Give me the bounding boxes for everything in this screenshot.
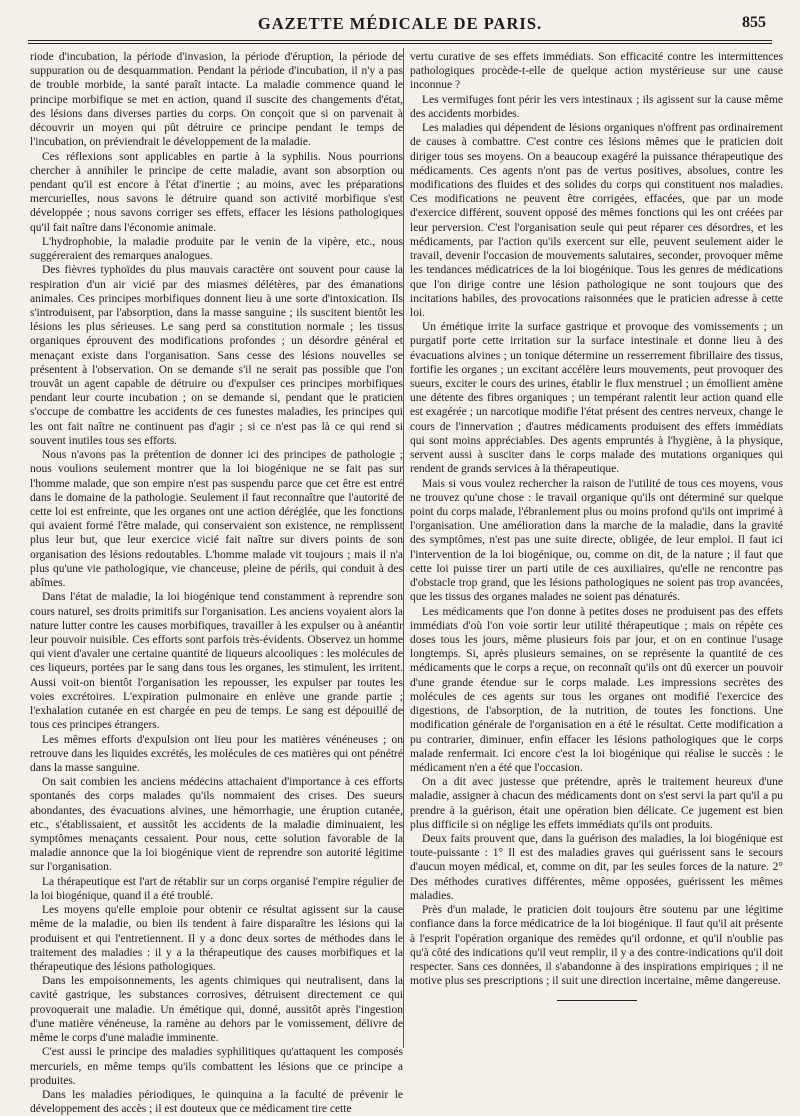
paragraph: On a dit avec justesse que prétendre, après le traitement heureux d'une maladie, assigner à chacun des médicaments dont on s'est servi la part qu'il a pu prendre à la guérison, était une opération bien délicate. Ce jugement est bien plus difficile si on néglige les effets immédiats qu'ils ont produits. bbox=[410, 776, 783, 831]
paragraph: C'est aussi le principe des maladies syphilitiques qu'attaquent les composés mercuriels, en même temps qu'ils combattent les lésions que ce principe a produites. bbox=[30, 1046, 403, 1087]
paragraph: Un émétique irrite la surface gastrique et provoque des vomissements ; un purgatif porte cette irritation sur la surface intestinale et donne lieu à des évacuations alvines ; un tonique détermine un resserrement fibrillaire des tissus, fortifie les organes ; un excitant accélère leurs mouvements, peut provoquer des sueurs, exciter le cours des urines, établir le flux menstruel ; un émollient amène une détente des fibres organiques ; un tempérant ralentit leur action quand elle est exagérée ; un narcotique modifie l'état présent des centres nerveux, change le cours de l'innervation ; d'autres médicaments produisent des effets immédiats qui sont moins appréciables. Des agents empruntés à l'hygiène, à la physique, servent aussi à susciter dans le corps malade des mutations organiques qui rendent de grands services à la thérapeutique. bbox=[410, 321, 783, 476]
page-number: 855 bbox=[742, 14, 766, 31]
left-column bbox=[30, 50, 403, 1116]
header-rule bbox=[28, 40, 772, 44]
paragraph: riode d'incubation, la période d'invasion, la période d'éruption, la période de suppuration ou de desquammation. Pendant la période d'incubation, il n'y a pas de trouble morbide, la santé paraît intacte. La maladie commence quand le principe morbifique se met en action, quand il suscite des changements d'état, des lésions dans diverses parties du corps. On conçoit que si on parvenait à découvrir un moyen qui pût détruire ce principe pendant le temps de l'incubation, on préviendrait le développement de la maladie. bbox=[30, 51, 403, 149]
paragraph: Des fièvres typhoïdes du plus mauvais caractère ont souvent pour cause la respiration d'un air vicié par des miasmes délétères, par des émanations animales. Ces principes morbifiques donnent lieu à une sorte d'intoxication. Ils s'introduisent, par l'absorption, dans la masse sanguine ; ils suscitent bientôt les lésions les plus sérieuses. Le sang perd sa constitution normale ; les tissus organiques éprouvent des modifications profondes ; un désordre général et menaçant existe dans l'organisation. Sans cesse des lésions nouvelles se présentent à l'observation. On se demande s'il ne serait pas possible que l'on trouvât un agent capable de détruire ou d'expulser ces principes morbifiques pendant leur courte incubation ; on se demande si, pendant que le praticien s'occupe de combattre les accidents de ces funestes maladies, les principes qui les ont fait naître ne continuent pas d'agir ; si ce n'est pas là ce qui rend si souvent inutiles tous ses efforts. bbox=[30, 264, 403, 447]
page-header bbox=[30, 14, 770, 38]
paragraph: L'hydrophobie, la maladie produite par le venin de la vipère, etc., nous suggéreraient des remarques analogues. bbox=[30, 235, 403, 263]
journal-title: GAZETTE MÉDICALE DE PARIS. bbox=[257, 14, 543, 33]
paragraph: Nous n'avons pas la prétention de donner ici des principes de pathologie ; nous voulions seulement montrer que la loi biogénique ne se fait pas sur l'homme malade, que son empire n'est pas suspendu parce que cet être est entré dans le domaine de la pathologie. Seulement il faut reconnaître que l'autorité de cette loi est enfreinte, que les organes ont une action déréglée, que les fonctions qui avaient formé l'être malade, qui conservaient son existence, ne remplissent plus leur but, que leur exercice vicié fait naître sur divers points de son organisation des lésions redoutables. L'homme malade vit toujours ; mais il n'a plus qu'une vie pathologique, vie chanceuse, pleine de périls, qui conduit à des abîmes. bbox=[30, 449, 403, 590]
paragraph: Les médicaments que l'on donne à petites doses ne produisent pas des effets immédiats d'où l'on voie sortir leur utilité thérapeutique ; mais on répète ces doses tous les jours, même plusieurs fois par jour, et on en continue l'usage longtemps. Si, après plusieurs semaines, on se représente la quantité de ces médicaments que le corps a reçue, on reconnaît qu'ils ont dû exercer un pouvoir d'une grande étendue sur le corps malade. Les impressions secrètes des molécules de ces agents sur tous les organes ont modifié l'exercice des digestions, de l'absorption, de la nutrition, de toutes les fonctions. Une modification générale de l'organisation en a été le résultat. Cette modification a pu contrarier, diminuer, enfin effacer les lésions pathologiques que le corps malade renfermait. Ici encore c'est la loi biogénique qui réalise le succès : le médicament n'en a été que l'occasion. bbox=[410, 605, 783, 774]
paragraph: Les moyens qu'elle emploie pour obtenir ce résultat agissent sur la cause même de la maladie, ou bien ils tendent à faire disparaître les lésions qui la produisent et qui l'entretiennent. Il y a donc deux sortes de méthodes dans le traitement des maladies : il y a la thérapeutique des causes morbifiques et la thérapeutique des lésions pathologiques. bbox=[30, 904, 403, 973]
paragraph: Dans les empoisonnements, les agents chimiques qui neutralisent, dans la cavité gastrique, les substances corrosives, détruisent directement ce qui provoquerait une maladie. Un émétique qui, donné, aussitôt après l'ingestion d'une matière vénéneuse, la ramène au dehors par le vomissement, délivre de même le corps d'une maladie imminente. bbox=[30, 975, 403, 1045]
paragraph: Les vermifuges font périr les vers intestinaux ; ils agissent sur la cause même des accidents morbides. bbox=[410, 93, 783, 120]
paragraph: Deux faits prouvent que, dans la guérison des maladies, la loi biogénique est toute-puissante : 1° Il est des maladies graves qui guérissent sans le secours d'aucun moyen médical, et, comme on dit, par les seules forces de la nature. 2° Des méthodes curatives différentes, même opposées, guérissent les mêmes maladies. bbox=[410, 833, 783, 902]
paragraph: Les mêmes efforts d'expulsion ont lieu pour les matières vénéneuses ; on retrouve dans les liquides excrétés, les molécules de ces matières qui ont pénétré dans la masse sanguine. bbox=[30, 733, 403, 774]
paragraph: Dans l'état de maladie, la loi biogénique tend constamment à reprendre son cours naturel, ses droits primitifs sur l'organisation. Les anciens voyaient alors la nature lutter contre les causes morbifiques, travailler à les expulser ou à anéantir leur pouvoir nuisible. Ces efforts sont parfois très-évidents. Observez un homme qui vient d'avaler une certaine quantité de liqueurs alcooliques : les molécules de ces liqueurs, portées par le sang dans tous les organes, les stimulent, les irritent. Aussi voit-on bientôt l'organisation les repousser, les expulser par toutes les voies excrétoires. L'expiration pulmonaire en enlève une grande partie ; l'exhalation cutanée en est chargée en peu de temps. Le sang est dépouillé de tous ces principes étrangers. bbox=[30, 591, 403, 732]
right-column bbox=[410, 50, 783, 1050]
paragraph: Ces réflexions sont applicables en partie à la syphilis. Nous pourrions chercher à annihiler le principe de cette maladie, avant son absorption ou pendant qu'il est encore à l'état d'inertie ; au moins, avec les préparations mercurielles, nous savons le détruire quand son activité morbifique s'est développée ; nous savons corriger ses effets, effacer les lésions pathologiques qu'il fait naître dans l'économie animale. bbox=[30, 150, 403, 234]
paragraph: Mais si vous voulez rechercher la raison de l'utilité de tous ces moyens, vous ne trouvez qu'une chose : le travail organique qu'ils ont déterminé sur quelque point du corps malade, l'ébranlement plus ou moins profond qu'ils ont imprimé à l'organisation. Une amélioration dans la marche de la maladie, dans la gravité des symptômes, n'est pas une suite directe, obligée, de leur emploi. Il faut ici l'intervention de la loi biogénique, ou, comme on dit, de la nature ; il faut que cette loi puisse tirer un parti utile de ces auxiliaires, qu'elle ne rencontre pas d'obstacle trop grand, que les lésions pathologiques ne soient pas trop avancées, que les tissus des organes malades ne soient pas dénaturés. bbox=[410, 477, 783, 604]
paragraph: Près d'un malade, le praticien doit toujours être soutenu par une légitime confiance dans la force médicatrice de la loi biogénique. Il faut qu'il ait présente à l'esprit l'opération organique des remèdes qu'il ordonne, et qu'il n'oublie pas qu'à côté des indications qu'il veut remplir, il y a des contre-indications qu'il doit respecter. Sans ces données, il s'abandonne à des inspirations empiriques ; il ne motive plus ses prescriptions ; il suit une direction incertaine, même dangereuse. bbox=[410, 904, 783, 988]
paragraph: On sait combien les anciens médecins attachaient d'importance à ces efforts spontanés des corps malades qu'ils nommaient des crises. Des sueurs abondantes, des évacuations alvines, une hémorrhagie, une éruption cutanée, etc., s'établissaient, et aussitôt les accidents de la maladie diminuaient, les symptômes menaçants cessaient. Pour nous, cette solution favorable de la maladie annonce que la loi biogénique vient de reprendre son autorité légitime sur l'organisation. bbox=[30, 776, 403, 874]
paragraph: Les maladies qui dépendent de lésions organiques n'offrent pas ordinairement de causes à combattre. C'est contre ces lésions mêmes que le praticien doit diriger tous ses moyens. On a beaucoup exagéré la puissance thérapeutique des médicaments. Ces agents n'ont pas de vertus positives, absolues, contre les modifications des fluides et des solides du corps qui constituent nos maladies. Ces modifications ne peuvent être corrigées, effacées, que par un mode d'exercice différent, souvent opposé des mêmes fonctions qui les ont créées par leur perversion. C'est l'organisation seule qui peut réparer ces désordres, et les médicaments, par l'action qu'ils exercent sur elle, peuvent seulement aider le travail, devenir l'occasion de mouvements salutaires, seconder, provoquer même les tendances médicatrices de la loi biogénique. Tous les genres de médications que l'on dirige contre une lésion pathologique ne sont toujours que des incitations habiles, des provocations raisonnées que le praticien adresse à cette loi. bbox=[410, 122, 783, 319]
column-divider bbox=[403, 48, 404, 1048]
end-rule bbox=[557, 1000, 637, 1001]
paragraph: vertu curative de ses effets immédiats. Son efficacité contre les intermittences pathologiques procède-t-elle de quelque action mystérieuse sur une cause inconnue ? bbox=[410, 51, 783, 92]
paragraph: Dans les maladies périodiques, le quinquina a la faculté de prévenir le développement des accès ; il est douteux que ce médicament tire cette bbox=[30, 1088, 403, 1116]
paragraph: La thérapeutique est l'art de rétablir sur un corps organisé l'empire régulier de la loi biogénique, quand il a été troublé. bbox=[30, 875, 403, 902]
